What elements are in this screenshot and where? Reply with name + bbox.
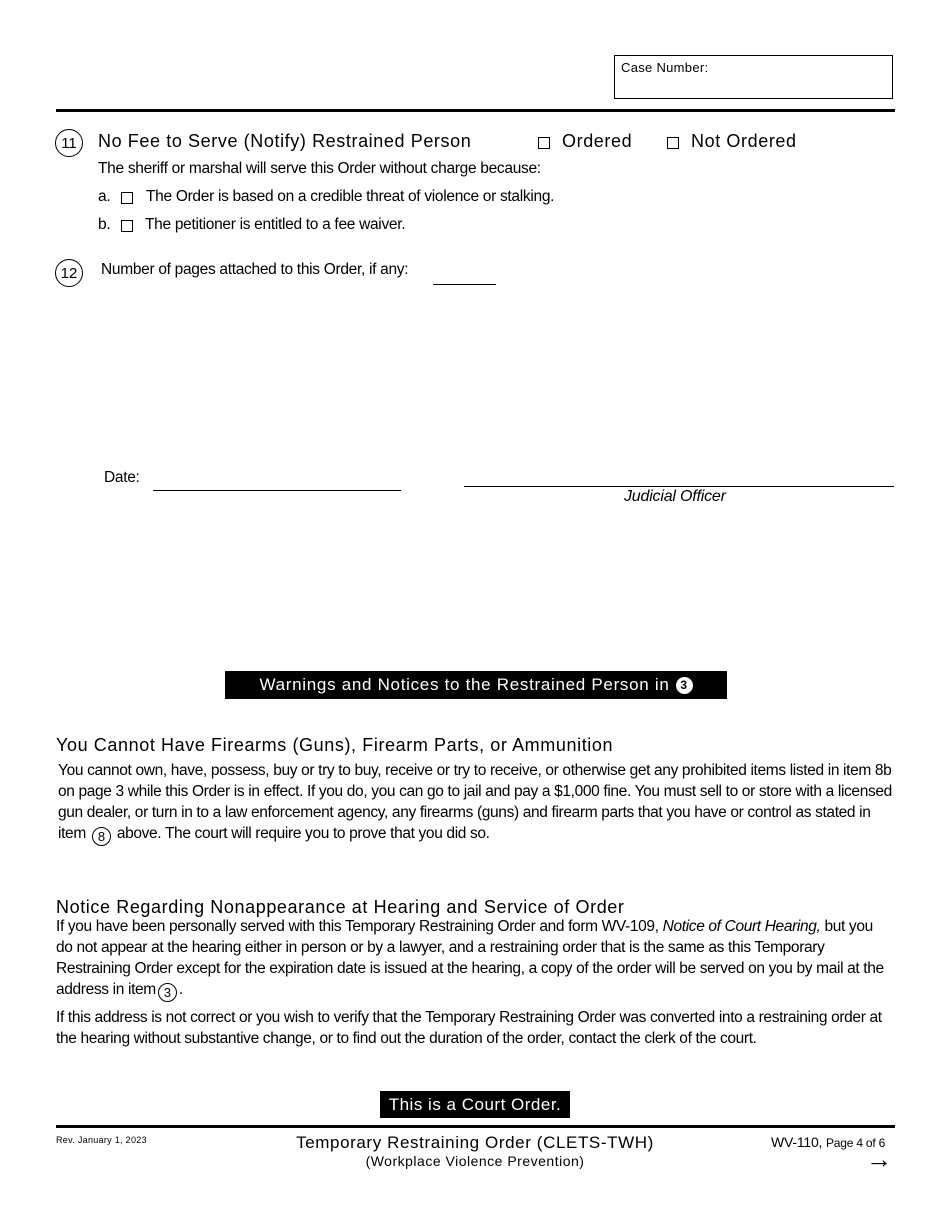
revision-date: Rev. January 1, 2023: [56, 1135, 147, 1145]
not-ordered-label: Not Ordered: [691, 131, 797, 151]
warnings-banner-ref: 3: [676, 677, 693, 694]
notice-form-title: Notice of Court Hearing,: [662, 918, 821, 935]
case-number-box[interactable]: [614, 55, 893, 99]
court-order-banner: This is a Court Order.: [380, 1091, 570, 1118]
notice-text-2: but you do not appear at the hearing either in person or by a lawyer, and a restraining order that is the same as this Temporary Restraining Order except for the expiration date is issued at the hearing, a copy of the order will be served on you by mail at the address in item: [56, 918, 884, 998]
form-subtitle: (Workplace Violence Prevention): [365, 1153, 585, 1169]
item-12-text: Number of pages attached to this Order, if any:: [101, 261, 409, 278]
ordered-checkbox[interactable]: [538, 137, 550, 149]
notice-heading: Notice Regarding Nonappearance at Hearing and Service of Order: [56, 897, 625, 917]
item-12-number: 12: [55, 259, 83, 287]
notice-text-3: .: [178, 981, 183, 998]
form-title: Temporary Restraining Order (CLETS-TWH): [296, 1133, 654, 1152]
date-field[interactable]: [153, 468, 401, 491]
option-a-checkbox[interactable]: [121, 192, 133, 204]
warnings-banner: [225, 671, 727, 699]
firearms-text-1: You cannot own, have, possess, buy or try to buy, receive or try to receive, or otherwise get any prohibited items listed in item 8b on page 3 while this Order is in effect. If you do, you can go to jail and pay a $1,000 fine. You must sell to or store with a licensed gun dealer, or turn in to a law enforcement agency, any firearms (guns) and firearm parts that you have or control as stated in item: [58, 762, 892, 842]
item-11-option-a-letter: a.: [98, 188, 111, 205]
not-ordered-checkbox[interactable]: [667, 137, 679, 149]
notice-paragraph-2: If this address is not correct or you wish to verify that the Temporary Restraining Order was converted into a restraining order at the hearing without substantive change, or to find out the duration of the order, contact the clerk of the court.: [56, 1009, 882, 1047]
item-11-intro: The sheriff or marshal will serve this Order without charge because:: [98, 160, 541, 177]
ordered-label: Ordered: [562, 131, 633, 151]
item-11-number: 11: [55, 129, 83, 157]
warnings-banner-text: Warnings and Notices to the Restrained Person in: [259, 675, 670, 694]
item-11-title: No Fee to Serve (Notify) Restrained Person: [98, 131, 472, 151]
case-number-label: Case Number:: [621, 60, 709, 75]
footer-rule: [56, 1125, 895, 1128]
judicial-officer-signature-line[interactable]: [464, 486, 894, 487]
notice-item-ref: 3: [158, 983, 177, 1002]
item-11-option-a-text: The Order is based on a credible threat of violence or stalking.: [146, 188, 555, 205]
notice-paragraph-1: [56, 916, 892, 1002]
item-11-option-b-text: The petitioner is entitled to a fee waiver.: [145, 216, 406, 233]
header-rule: [56, 109, 895, 112]
attached-pages-field[interactable]: [433, 262, 496, 285]
firearms-item-ref: 8: [92, 827, 111, 846]
firearms-heading: You Cannot Have Firearms (Guns), Firearm Parts, or Ammunition: [56, 735, 614, 755]
page-number: Page 4 of 6: [825, 1136, 886, 1150]
item-11-option-b-letter: b.: [98, 216, 111, 233]
firearms-paragraph: [58, 760, 894, 846]
form-id: WV-110,: [771, 1134, 823, 1150]
date-label: Date:: [104, 469, 140, 486]
judicial-officer-label: Judicial Officer: [624, 488, 726, 505]
firearms-text-2: above. The court will require you to prove that you did so.: [116, 825, 490, 842]
notice-text-1: If you have been personally served with this Temporary Restraining Order and form WV-109,: [56, 918, 659, 935]
option-b-checkbox[interactable]: [121, 220, 133, 232]
next-page-arrow-icon[interactable]: →: [866, 1144, 892, 1174]
